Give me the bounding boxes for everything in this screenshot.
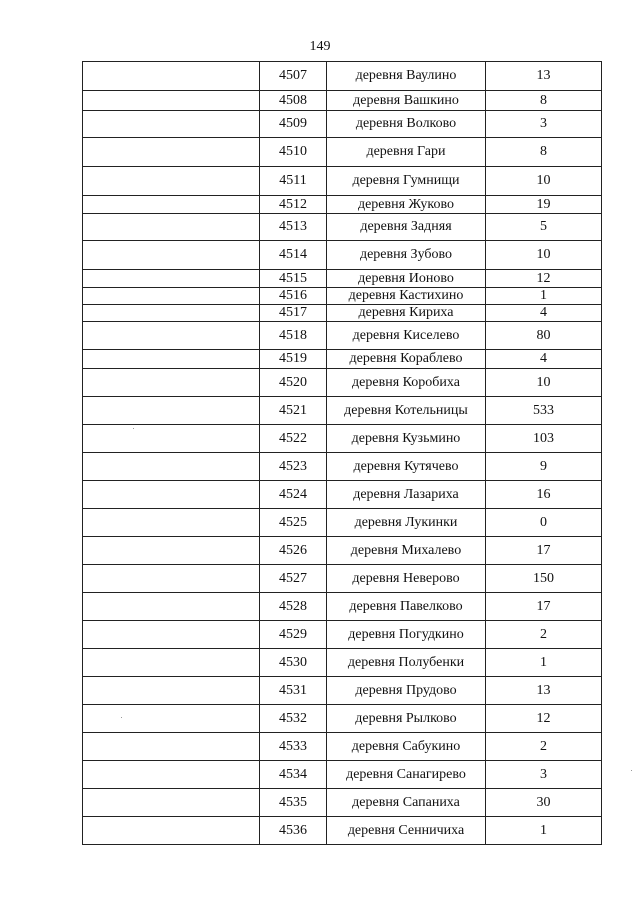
value-cell: 0 — [486, 509, 602, 537]
blank-cell — [83, 425, 260, 453]
row-number-cell: 4534 — [260, 761, 327, 789]
blank-cell — [83, 593, 260, 621]
settlement-name-cell: деревня Вашкино — [327, 91, 486, 111]
value-cell: 12 — [486, 270, 602, 288]
blank-cell — [83, 509, 260, 537]
settlements-table — [82, 61, 602, 845]
blank-cell — [83, 91, 260, 111]
row-number-cell: 4523 — [260, 453, 327, 481]
value-cell: 2 — [486, 621, 602, 649]
settlement-name-cell: деревня Рылково — [327, 705, 486, 733]
value-cell: 10 — [486, 241, 602, 270]
value-cell: 150 — [486, 565, 602, 593]
row-number-cell: 4510 — [260, 138, 327, 167]
settlements-table-body — [83, 62, 602, 845]
blank-cell — [83, 761, 260, 789]
row-number-cell: 4511 — [260, 167, 327, 196]
table-row — [83, 733, 602, 761]
table-row — [83, 138, 602, 167]
table-row — [83, 537, 602, 565]
blank-cell — [83, 288, 260, 305]
row-number-cell: 4520 — [260, 369, 327, 397]
row-number-cell: 4529 — [260, 621, 327, 649]
table-row — [83, 649, 602, 677]
value-cell: 10 — [486, 167, 602, 196]
row-number-cell: 4512 — [260, 196, 327, 214]
settlement-name-cell: деревня Ваулино — [327, 62, 486, 91]
value-cell: 103 — [486, 425, 602, 453]
blank-cell — [83, 270, 260, 288]
blank-cell — [83, 481, 260, 509]
row-number-cell: 4509 — [260, 111, 327, 138]
row-number-cell: 4532 — [260, 705, 327, 733]
value-cell: 12 — [486, 705, 602, 733]
value-cell: 8 — [486, 138, 602, 167]
scan-speck — [631, 770, 632, 771]
row-number-cell: 4507 — [260, 62, 327, 91]
settlement-name-cell: деревня Прудово — [327, 677, 486, 705]
value-cell: 3 — [486, 111, 602, 138]
blank-cell — [83, 621, 260, 649]
blank-cell — [83, 677, 260, 705]
table-row — [83, 196, 602, 214]
table-row — [83, 288, 602, 305]
row-number-cell: 4514 — [260, 241, 327, 270]
table-row — [83, 425, 602, 453]
row-number-cell: 4531 — [260, 677, 327, 705]
value-cell: 5 — [486, 214, 602, 241]
row-number-cell: 4521 — [260, 397, 327, 425]
row-number-cell: 4522 — [260, 425, 327, 453]
table-row — [83, 397, 602, 425]
value-cell: 2 — [486, 733, 602, 761]
value-cell: 16 — [486, 481, 602, 509]
blank-cell — [83, 111, 260, 138]
value-cell: 1 — [486, 649, 602, 677]
blank-cell — [83, 138, 260, 167]
row-number-cell: 4518 — [260, 322, 327, 350]
value-cell: 4 — [486, 350, 602, 369]
settlement-name-cell: деревня Михалево — [327, 537, 486, 565]
row-number-cell: 4533 — [260, 733, 327, 761]
scan-speck — [133, 428, 134, 429]
row-number-cell: 4517 — [260, 305, 327, 322]
settlement-name-cell: деревня Кастихино — [327, 288, 486, 305]
table-row — [83, 509, 602, 537]
blank-cell — [83, 214, 260, 241]
scan-speck — [121, 717, 122, 718]
settlement-name-cell: деревня Кутячево — [327, 453, 486, 481]
blank-cell — [83, 649, 260, 677]
settlement-name-cell: деревня Гари — [327, 138, 486, 167]
row-number-cell: 4519 — [260, 350, 327, 369]
value-cell: 9 — [486, 453, 602, 481]
settlement-name-cell: деревня Санагирево — [327, 761, 486, 789]
settlement-name-cell: деревня Кузьмино — [327, 425, 486, 453]
value-cell: 30 — [486, 789, 602, 817]
value-cell: 533 — [486, 397, 602, 425]
blank-cell — [83, 733, 260, 761]
value-cell: 13 — [486, 62, 602, 91]
row-number-cell: 4516 — [260, 288, 327, 305]
blank-cell — [83, 196, 260, 214]
table-row — [83, 677, 602, 705]
settlement-name-cell: деревня Погудкино — [327, 621, 486, 649]
value-cell: 3 — [486, 761, 602, 789]
blank-cell — [83, 241, 260, 270]
settlement-name-cell: деревня Лукинки — [327, 509, 486, 537]
table-row — [83, 167, 602, 196]
settlement-name-cell: деревня Котельницы — [327, 397, 486, 425]
value-cell: 10 — [486, 369, 602, 397]
blank-cell — [83, 453, 260, 481]
table-row — [83, 705, 602, 733]
table-row — [83, 481, 602, 509]
row-number-cell: 4530 — [260, 649, 327, 677]
table-row — [83, 214, 602, 241]
settlement-name-cell: деревня Ионово — [327, 270, 486, 288]
table-row — [83, 350, 602, 369]
table-row — [83, 270, 602, 288]
value-cell: 1 — [486, 817, 602, 845]
table-row — [83, 241, 602, 270]
table-row — [83, 789, 602, 817]
settlement-name-cell: деревня Киселево — [327, 322, 486, 350]
row-number-cell: 4525 — [260, 509, 327, 537]
settlement-name-cell: деревня Сапаниха — [327, 789, 486, 817]
table-row — [83, 369, 602, 397]
table-row — [83, 565, 602, 593]
table-row — [83, 111, 602, 138]
row-number-cell: 4524 — [260, 481, 327, 509]
value-cell: 13 — [486, 677, 602, 705]
table-row — [83, 761, 602, 789]
blank-cell — [83, 305, 260, 322]
settlement-name-cell: деревня Полубенки — [327, 649, 486, 677]
page-number: 149 — [309, 39, 331, 54]
value-cell: 19 — [486, 196, 602, 214]
settlement-name-cell: деревня Волково — [327, 111, 486, 138]
settlement-name-cell: деревня Зубово — [327, 241, 486, 270]
row-number-cell: 4535 — [260, 789, 327, 817]
table-row — [83, 593, 602, 621]
table-row — [83, 62, 602, 91]
settlement-name-cell: деревня Гумнищи — [327, 167, 486, 196]
table-row — [83, 621, 602, 649]
blank-cell — [83, 537, 260, 565]
settlement-name-cell: деревня Задняя — [327, 214, 486, 241]
row-number-cell: 4527 — [260, 565, 327, 593]
table-row — [83, 91, 602, 111]
table-row — [83, 817, 602, 845]
row-number-cell: 4528 — [260, 593, 327, 621]
settlement-name-cell: деревня Неверово — [327, 565, 486, 593]
blank-cell — [83, 369, 260, 397]
settlement-name-cell: деревня Коробиха — [327, 369, 486, 397]
row-number-cell: 4513 — [260, 214, 327, 241]
value-cell: 80 — [486, 322, 602, 350]
value-cell: 8 — [486, 91, 602, 111]
blank-cell — [83, 789, 260, 817]
blank-cell — [83, 167, 260, 196]
table-row — [83, 322, 602, 350]
blank-cell — [83, 397, 260, 425]
blank-cell — [83, 322, 260, 350]
value-cell: 17 — [486, 593, 602, 621]
row-number-cell: 4526 — [260, 537, 327, 565]
blank-cell — [83, 565, 260, 593]
settlement-name-cell: деревня Кириха — [327, 305, 486, 322]
blank-cell — [83, 817, 260, 845]
row-number-cell: 4515 — [260, 270, 327, 288]
settlement-name-cell: деревня Жуково — [327, 196, 486, 214]
value-cell: 1 — [486, 288, 602, 305]
settlement-name-cell: деревня Сенничиха — [327, 817, 486, 845]
blank-cell — [83, 350, 260, 369]
value-cell: 17 — [486, 537, 602, 565]
value-cell: 4 — [486, 305, 602, 322]
row-number-cell: 4508 — [260, 91, 327, 111]
table-row — [83, 453, 602, 481]
settlement-name-cell: деревня Павелково — [327, 593, 486, 621]
blank-cell — [83, 62, 260, 91]
row-number-cell: 4536 — [260, 817, 327, 845]
settlement-name-cell: деревня Лазариха — [327, 481, 486, 509]
blank-cell — [83, 705, 260, 733]
table-row — [83, 305, 602, 322]
settlement-name-cell: деревня Кораблево — [327, 350, 486, 369]
settlement-name-cell: деревня Сабукино — [327, 733, 486, 761]
